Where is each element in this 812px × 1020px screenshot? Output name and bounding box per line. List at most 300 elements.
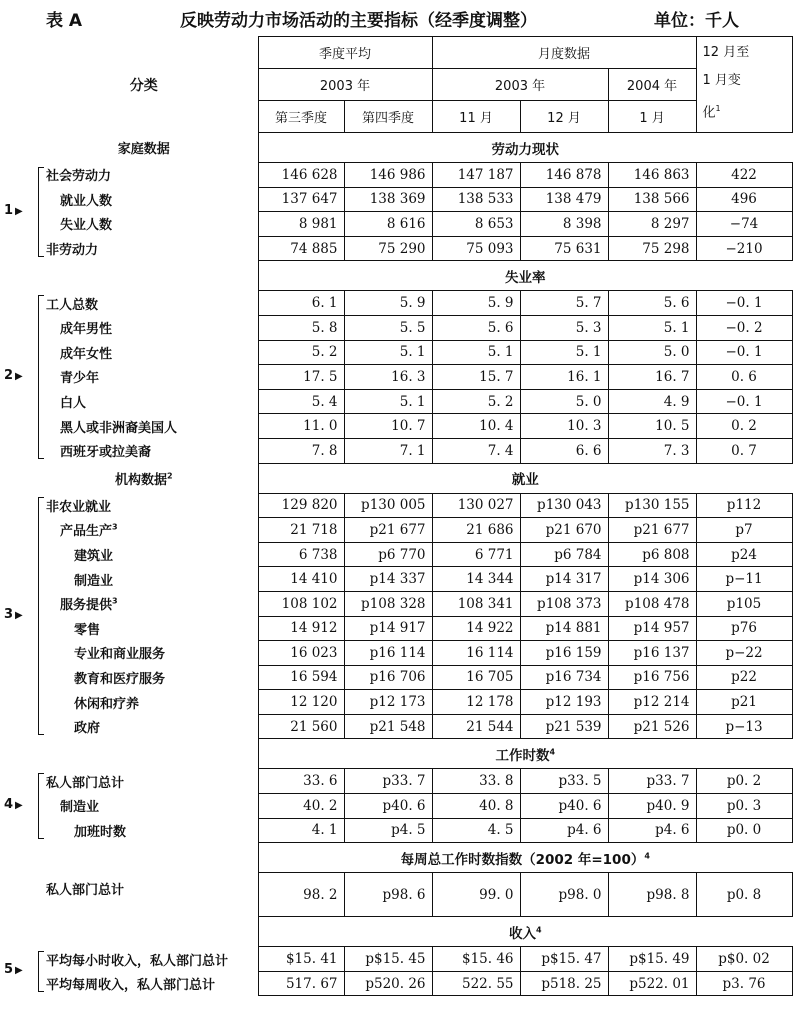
row-label — [30, 493, 258, 518]
row-label-text: 工人总数 — [46, 297, 99, 313]
table-id: 表 A — [46, 11, 83, 31]
table-cell: p12 193 — [520, 690, 608, 715]
section-name — [258, 843, 792, 873]
table-cell: 108 102 — [258, 591, 344, 616]
table-cell: 5. 1 — [608, 315, 696, 340]
row-label — [30, 414, 258, 439]
row-label-text: 西班牙或拉美裔 — [60, 445, 152, 461]
group-marker: 1 — [4, 202, 14, 218]
table-row — [30, 236, 792, 261]
table-cell: p16 756 — [608, 665, 696, 690]
monthly-year-2003: 2003 年 — [432, 69, 608, 101]
table-cell: p33. 5 — [520, 769, 608, 794]
table-cell: 14 344 — [432, 567, 520, 592]
table-row — [30, 971, 792, 996]
table-cell: 146 986 — [344, 163, 432, 188]
table-cell: 16 114 — [432, 641, 520, 666]
row-label — [30, 236, 258, 261]
table-cell: p−13 — [696, 714, 792, 739]
table-cell: p22 — [696, 665, 792, 690]
indicator-table — [30, 36, 793, 996]
table-cell: p21 539 — [520, 714, 608, 739]
table-cell: 5. 2 — [258, 340, 344, 365]
table-cell: 5. 3 — [520, 315, 608, 340]
table-cell: 14 912 — [258, 616, 344, 641]
table-cell: p130 005 — [344, 493, 432, 518]
table-cell: 40. 8 — [432, 794, 520, 819]
table-row — [30, 567, 792, 592]
table-cell: p21 548 — [344, 714, 432, 739]
table-cell: p108 328 — [344, 591, 432, 616]
table-cell: 16. 7 — [608, 365, 696, 390]
table-cell: 10. 5 — [608, 414, 696, 439]
table-cell: p33. 7 — [344, 769, 432, 794]
section-name — [258, 739, 792, 769]
table-cell: p21 670 — [520, 518, 608, 543]
table-cell: 5. 0 — [608, 340, 696, 365]
table-cell: 4. 5 — [432, 818, 520, 843]
table-header — [30, 37, 792, 133]
table-row — [30, 365, 792, 390]
monthly-header: 月度数据 — [432, 37, 696, 69]
table-cell: p0. 0 — [696, 818, 792, 843]
table-cell: 16 594 — [258, 665, 344, 690]
table-cell: p$15. 45 — [344, 947, 432, 972]
table-cell: p98. 8 — [608, 873, 696, 917]
section-name-text: 劳动力现状 — [491, 141, 559, 158]
row-label — [30, 542, 258, 567]
table-cell: 15. 7 — [432, 365, 520, 390]
group-marker: 4 — [4, 796, 14, 812]
table-row — [30, 769, 792, 794]
section-name-note: 4 — [644, 851, 650, 861]
group-bracket — [38, 773, 44, 839]
row-label-text: 青少年 — [60, 371, 100, 387]
table-cell: 5. 4 — [258, 389, 344, 414]
table-cell: p16 137 — [608, 641, 696, 666]
row-label-note: 3 — [112, 596, 118, 606]
table-cell: 0. 2 — [696, 414, 792, 439]
table-cell: 5. 2 — [432, 389, 520, 414]
table-cell: 10. 4 — [432, 414, 520, 439]
row-label-text: 休闲和疗养 — [74, 696, 140, 712]
row-label — [30, 315, 258, 340]
table-cell: p4. 6 — [608, 818, 696, 843]
table-cell: p6 784 — [520, 542, 608, 567]
table-cell: p14 306 — [608, 567, 696, 592]
table-row — [30, 414, 792, 439]
table-cell: p14 957 — [608, 616, 696, 641]
row-label — [30, 212, 258, 237]
table-cell: p16 734 — [520, 665, 608, 690]
table-cell: 0. 7 — [696, 438, 792, 463]
table-row — [30, 714, 792, 739]
table-cell: 4. 9 — [608, 389, 696, 414]
table-cell: 16. 3 — [344, 365, 432, 390]
table-row — [30, 947, 792, 972]
row-label — [30, 641, 258, 666]
row-label — [30, 389, 258, 414]
table-cell: 98. 2 — [258, 873, 344, 917]
table-cell: 11. 0 — [258, 414, 344, 439]
table-cell: p21 — [696, 690, 792, 715]
row-label-text: 加班时数 — [74, 824, 127, 840]
section-name-text: 每周总工作时数指数（2002 年=100） — [400, 851, 645, 868]
table-cell: −0. 1 — [696, 340, 792, 365]
table-cell: 7. 3 — [608, 438, 696, 463]
group-bracket — [38, 167, 44, 257]
row-label-text: 非劳动力 — [46, 243, 99, 259]
title-bar — [0, 0, 812, 34]
section-header-row — [30, 739, 792, 769]
table-cell: 0. 6 — [696, 365, 792, 390]
table-cell: 8 653 — [432, 212, 520, 237]
table-cell: p24 — [696, 542, 792, 567]
row-label-text: 教育和医疗服务 — [74, 671, 166, 687]
table-cell: −210 — [696, 236, 792, 261]
table-cell: 6. 6 — [520, 438, 608, 463]
section-name-note: 4 — [549, 747, 556, 757]
table-row — [30, 794, 792, 819]
section-left-label-text: 机构数据 — [114, 472, 167, 488]
table-cell: p$15. 47 — [520, 947, 608, 972]
row-label-note: 3 — [112, 523, 118, 533]
section-left-label — [30, 261, 258, 291]
table-cell: p40. 6 — [520, 794, 608, 819]
table-cell: 21 560 — [258, 714, 344, 739]
table-row — [30, 438, 792, 463]
table-cell: 129 820 — [258, 493, 344, 518]
table-cell: p40. 6 — [344, 794, 432, 819]
table-cell: 138 566 — [608, 187, 696, 212]
quarterly-header: 季度平均 — [258, 37, 432, 69]
table-cell: 99. 0 — [432, 873, 520, 917]
table-cell: p130 043 — [520, 493, 608, 518]
table-cell: 108 341 — [432, 591, 520, 616]
row-label-text: 就业人数 — [60, 193, 113, 209]
section-name — [258, 917, 792, 947]
table-cell: 5. 9 — [344, 291, 432, 316]
col-q4: 第四季度 — [344, 101, 432, 133]
table-cell: p98. 0 — [520, 873, 608, 917]
row-label — [30, 438, 258, 463]
table-cell: 422 — [696, 163, 792, 188]
section-header-row — [30, 463, 792, 493]
group-bracket — [38, 951, 44, 992]
table-cell: p6 770 — [344, 542, 432, 567]
table-cell: p112 — [696, 493, 792, 518]
section-left-label — [30, 843, 258, 873]
table-cell: −0. 1 — [696, 389, 792, 414]
table-cell: p14 917 — [344, 616, 432, 641]
table-cell: 138 369 — [344, 187, 432, 212]
table-cell: $15. 41 — [258, 947, 344, 972]
section-left-note: 2 — [166, 471, 173, 481]
row-label — [30, 947, 258, 972]
table-cell: p4. 5 — [344, 818, 432, 843]
table-cell: 21 718 — [258, 518, 344, 543]
table-cell: p7 — [696, 518, 792, 543]
table-cell: p−11 — [696, 567, 792, 592]
table-cell: p33. 7 — [608, 769, 696, 794]
group-marker: 2 — [4, 367, 14, 383]
table-row — [30, 187, 792, 212]
row-label-text: 成年男性 — [60, 322, 113, 338]
table-cell: 12 178 — [432, 690, 520, 715]
table-cell: 146 878 — [520, 163, 608, 188]
row-label — [30, 365, 258, 390]
table-cell: p21 677 — [344, 518, 432, 543]
monthly-year-2004: 2004 年 — [608, 69, 696, 101]
section-name-text: 就业 — [511, 472, 539, 489]
table-cell: 5. 1 — [432, 340, 520, 365]
table-cell: 40. 2 — [258, 794, 344, 819]
category-header: 分类 — [30, 37, 258, 133]
section-header-row — [30, 917, 792, 947]
table-row — [30, 873, 792, 917]
table-cell: 16 705 — [432, 665, 520, 690]
table-cell: 138 479 — [520, 187, 608, 212]
section-name-text: 失业率 — [505, 269, 546, 286]
row-label-text: 零售 — [74, 622, 101, 638]
row-label — [30, 971, 258, 996]
table-cell: 33. 6 — [258, 769, 344, 794]
row-label-text: 私人部门总计 — [46, 882, 125, 898]
table-cell: 75 298 — [608, 236, 696, 261]
row-label — [30, 187, 258, 212]
table-cell: 5. 9 — [432, 291, 520, 316]
table-cell: 5. 7 — [520, 291, 608, 316]
table-cell: 5. 6 — [608, 291, 696, 316]
change-header-note: 1 — [715, 104, 721, 113]
col-nov: 11 月 — [432, 101, 520, 133]
table-row — [30, 665, 792, 690]
table-cell: 5. 0 — [520, 389, 608, 414]
table-cell: 74 885 — [258, 236, 344, 261]
section-left-label — [30, 739, 258, 769]
section-name-text: 工作时数 — [495, 747, 550, 764]
change-header — [696, 37, 792, 133]
group-bracket — [38, 295, 44, 459]
table-cell: 6 738 — [258, 542, 344, 567]
table-cell: 75 290 — [344, 236, 432, 261]
table-row — [30, 818, 792, 843]
section-name-text: 收入 — [508, 925, 536, 942]
row-label-text: 失业人数 — [60, 218, 113, 234]
row-label — [30, 769, 258, 794]
section-left-label-text: 家庭数据 — [117, 142, 170, 157]
change-header-line2: 1 月变 — [702, 73, 741, 88]
table-cell: 17. 5 — [258, 365, 344, 390]
table-cell: 5. 5 — [344, 315, 432, 340]
row-label — [30, 518, 258, 543]
table-cell: 75 093 — [432, 236, 520, 261]
table-cell: p$15. 49 — [608, 947, 696, 972]
table-cell: p0. 8 — [696, 873, 792, 917]
row-label — [30, 567, 258, 592]
row-label — [30, 591, 258, 616]
table-cell: 16. 1 — [520, 365, 608, 390]
row-label — [30, 340, 258, 365]
table-cell: p12 214 — [608, 690, 696, 715]
row-label-text: 制造业 — [60, 800, 100, 816]
table-row — [30, 315, 792, 340]
table-row — [30, 389, 792, 414]
col-dec: 12 月 — [520, 101, 608, 133]
table-cell: p$0. 02 — [696, 947, 792, 972]
table-row — [30, 518, 792, 543]
table-cell: p3. 76 — [696, 971, 792, 996]
table-cell: p522. 01 — [608, 971, 696, 996]
table-title: 反映劳动力市场活动的主要指标（经季度调整） — [180, 11, 537, 31]
table-cell: 146 863 — [608, 163, 696, 188]
table-cell: p16 706 — [344, 665, 432, 690]
table-cell: p14 337 — [344, 567, 432, 592]
table-row — [30, 542, 792, 567]
table-cell: 14 410 — [258, 567, 344, 592]
table-row — [30, 291, 792, 316]
table-cell: 7. 1 — [344, 438, 432, 463]
row-label-text: 平均每小时收入，私人部门总计 — [46, 953, 229, 969]
table-cell: $15. 46 — [432, 947, 520, 972]
marker-arrow-icon: ▶ — [15, 799, 23, 811]
table-cell: p108 373 — [520, 591, 608, 616]
table-cell: p14 317 — [520, 567, 608, 592]
table-row — [30, 163, 792, 188]
table-cell: 21 686 — [432, 518, 520, 543]
row-label — [30, 690, 258, 715]
table-cell: 8 297 — [608, 212, 696, 237]
row-label — [30, 665, 258, 690]
table-cell: 4. 1 — [258, 818, 344, 843]
table-cell: 5. 6 — [432, 315, 520, 340]
col-jan: 1 月 — [608, 101, 696, 133]
table-cell: 8 616 — [344, 212, 432, 237]
table-cell: 8 398 — [520, 212, 608, 237]
row-label-text: 服务提供 — [60, 598, 113, 614]
row-label-text: 黑人或非洲裔美国人 — [60, 420, 178, 436]
table-row — [30, 641, 792, 666]
table-cell: −74 — [696, 212, 792, 237]
row-label — [30, 291, 258, 316]
table-cell: 137 647 — [258, 187, 344, 212]
table-cell: p40. 9 — [608, 794, 696, 819]
quarterly-year: 2003 年 — [258, 69, 432, 101]
table-cell: 6. 1 — [258, 291, 344, 316]
row-label-text: 非农业就业 — [46, 499, 112, 515]
table-cell: p108 478 — [608, 591, 696, 616]
table-cell: 33. 8 — [432, 769, 520, 794]
col-q3: 第三季度 — [258, 101, 344, 133]
group-bracket — [38, 497, 44, 735]
table-cell: p0. 3 — [696, 794, 792, 819]
row-label — [30, 616, 258, 641]
row-label-text: 制造业 — [74, 573, 114, 589]
marker-arrow-icon: ▶ — [15, 370, 23, 382]
section-left-label — [30, 917, 258, 947]
group-marker: 5 — [4, 962, 14, 978]
row-label — [30, 873, 258, 917]
table-cell: 10. 7 — [344, 414, 432, 439]
table-cell: p16 114 — [344, 641, 432, 666]
table-cell: 522. 55 — [432, 971, 520, 996]
table-cell: p4. 6 — [520, 818, 608, 843]
row-label-text: 建筑业 — [74, 549, 114, 565]
table-cell: 12 120 — [258, 690, 344, 715]
table-cell: 5. 1 — [344, 389, 432, 414]
table-cell: 146 628 — [258, 163, 344, 188]
row-label-text: 社会劳动力 — [46, 169, 112, 185]
group-marker: 3 — [4, 607, 14, 622]
row-label-text: 成年女性 — [60, 346, 113, 362]
row-label-text: 平均每周收入，私人部门总计 — [46, 978, 216, 994]
table-cell: p130 155 — [608, 493, 696, 518]
table-cell: p76 — [696, 616, 792, 641]
table-cell: 138 533 — [432, 187, 520, 212]
section-header-row — [30, 261, 792, 291]
table-cell: 14 922 — [432, 616, 520, 641]
table-row — [30, 591, 792, 616]
table-cell: 5. 8 — [258, 315, 344, 340]
table-cell: p0. 2 — [696, 769, 792, 794]
table-cell: 130 027 — [432, 493, 520, 518]
change-header-line1: 12 月至 — [702, 45, 750, 60]
table-cell: 16 023 — [258, 641, 344, 666]
table-cell: p−22 — [696, 641, 792, 666]
table-unit: 单位：千人 — [654, 11, 739, 31]
table-cell: p16 159 — [520, 641, 608, 666]
row-label-text: 政府 — [74, 721, 101, 737]
table-cell: 147 187 — [432, 163, 520, 188]
row-label-text: 私人部门总计 — [46, 775, 125, 791]
table-row — [30, 493, 792, 518]
table-cell: p98. 6 — [344, 873, 432, 917]
table-cell: 75 631 — [520, 236, 608, 261]
section-name — [258, 261, 792, 291]
section-name-note: 4 — [535, 925, 542, 935]
change-header-line3: 化 — [702, 105, 716, 121]
table-cell: −0. 2 — [696, 315, 792, 340]
row-label-text: 白人 — [60, 396, 87, 412]
marker-arrow-icon: ▶ — [15, 610, 23, 621]
table-cell: 7. 8 — [258, 438, 344, 463]
table-cell: −0. 1 — [696, 291, 792, 316]
section-name — [258, 133, 792, 163]
section-header-row — [30, 133, 792, 163]
table-row — [30, 212, 792, 237]
section-left-label — [30, 463, 258, 493]
row-label — [30, 163, 258, 188]
table-cell: p12 173 — [344, 690, 432, 715]
table-cell: 7. 4 — [432, 438, 520, 463]
marker-arrow-icon: ▶ — [15, 205, 23, 217]
row-label-text: 产品生产 — [60, 524, 113, 540]
table-cell: 5. 1 — [344, 340, 432, 365]
marker-arrow-icon: ▶ — [15, 965, 23, 977]
table-cell: p518. 25 — [520, 971, 608, 996]
table-cell: p105 — [696, 591, 792, 616]
table-cell: p21 677 — [608, 518, 696, 543]
table-row — [30, 340, 792, 365]
row-label — [30, 794, 258, 819]
table-cell: p6 808 — [608, 542, 696, 567]
table-cell: 21 544 — [432, 714, 520, 739]
section-left-label — [30, 133, 258, 163]
table-cell: 517. 67 — [258, 971, 344, 996]
table-row — [30, 690, 792, 715]
table-cell: 496 — [696, 187, 792, 212]
row-label — [30, 714, 258, 739]
